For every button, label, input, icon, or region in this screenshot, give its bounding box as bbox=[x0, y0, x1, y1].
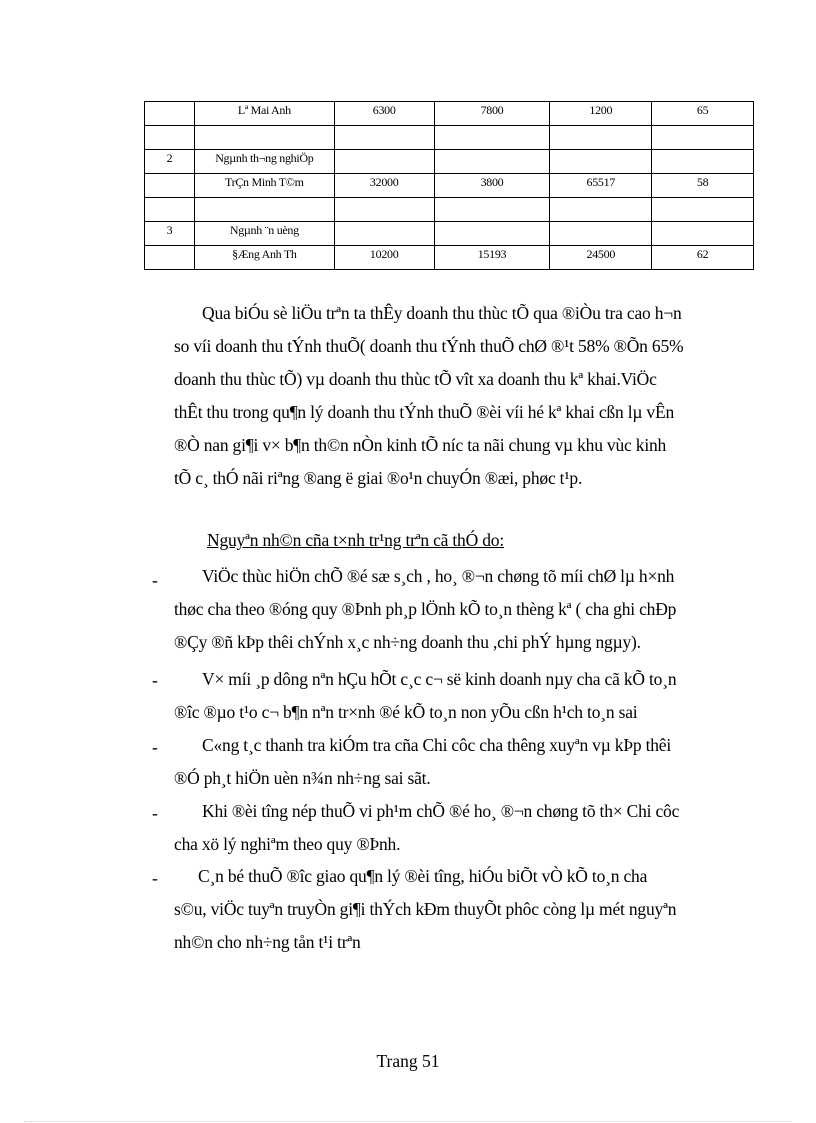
bullet-item bbox=[174, 795, 679, 861]
paragraph-line: ®Ò nan gi¶i v× b¶n th©n nÒn kinh tÕ níc ta nãi chung vµ khu vùc kinh bbox=[174, 435, 667, 455]
table-cell bbox=[550, 150, 652, 174]
table-cell: 10200 bbox=[334, 246, 434, 270]
table-row bbox=[145, 246, 754, 270]
bullet-item bbox=[174, 729, 671, 795]
bullet-dash: - bbox=[152, 868, 158, 888]
table-cell: Lª Mai Anh bbox=[194, 102, 334, 126]
table-cell bbox=[652, 198, 754, 222]
bottom-divider bbox=[24, 1121, 792, 1122]
table-cell bbox=[434, 150, 550, 174]
table-cell bbox=[550, 126, 652, 150]
table-cell bbox=[652, 150, 754, 174]
bullet-line: C¸n bé thuÕ ®îc giao qu¶n lý ®èi tîng, hiÓu biÕt vÒ kÕ to¸n cha bbox=[198, 866, 648, 886]
table-body bbox=[145, 102, 754, 270]
bullet-line: thøc cha theo ®óng quy ®Þnh ph¸p lÖnh kÕ to¸n thèng kª ( cha ghi chÐp bbox=[174, 599, 677, 619]
table-cell: 3 bbox=[145, 222, 195, 246]
table-cell: 32000 bbox=[334, 174, 434, 198]
table-cell bbox=[145, 174, 195, 198]
table-cell bbox=[145, 102, 195, 126]
revenue-table bbox=[144, 101, 754, 270]
bullet-item bbox=[174, 560, 676, 659]
table-row bbox=[145, 102, 754, 126]
table-cell bbox=[145, 126, 195, 150]
table-cell bbox=[652, 222, 754, 246]
table-cell bbox=[334, 126, 434, 150]
table-cell: 58 bbox=[652, 174, 754, 198]
bullet-line: V× míi ¸p dông nªn hÇu hÕt c¸c c¬ së kinh doanh nµy cha cã kÕ to¸n bbox=[202, 669, 677, 689]
table-row bbox=[145, 198, 754, 222]
table-row bbox=[145, 222, 754, 246]
paragraph-line: doanh thu thùc tÕ) vµ doanh thu thùc tÕ vît xa doanh thu kª khai.ViÖc bbox=[174, 369, 657, 389]
bullet-dash: - bbox=[152, 803, 158, 823]
paragraph-line: Qua biÓu sè liÖu trªn ta thÊy doanh thu thùc tÕ qua ®iÒu tra cao h¬n bbox=[202, 303, 682, 323]
bullet-line: cha xö lý nghiªm theo quy ®Þnh. bbox=[174, 834, 401, 854]
paragraph-line: so víi doanh thu tÝnh thuÕ( doanh thu tÝnh thuÕ chØ ®¹t 58% ®Õn 65% bbox=[174, 336, 684, 356]
bullet-item bbox=[174, 860, 676, 959]
bullet-line: ®Ó ph¸t hiÖn uèn n¾n nh÷ng sai sãt. bbox=[174, 768, 431, 788]
bullet-item bbox=[174, 663, 676, 729]
bullet-dash: - bbox=[152, 570, 158, 590]
bullet-dash: - bbox=[152, 670, 158, 690]
bullet-line: ®îc ®µo t¹o c¬ b¶n nªn tr×nh ®é kÕ to¸n non yÕu cßn h¹ch to¸n sai bbox=[174, 702, 638, 722]
table-cell: TrÇn Minh T©m bbox=[194, 174, 334, 198]
table-cell bbox=[334, 150, 434, 174]
table-cell: 65517 bbox=[550, 174, 652, 198]
table-cell bbox=[652, 126, 754, 150]
table-cell: 62 bbox=[652, 246, 754, 270]
table-cell bbox=[145, 246, 195, 270]
bullet-line: nh©n cho nh÷ng tån t¹i trªn bbox=[174, 932, 361, 952]
table-cell bbox=[194, 126, 334, 150]
analysis-paragraph bbox=[174, 297, 734, 495]
table-cell bbox=[334, 198, 434, 222]
section-heading: Nguyªn nh©n cña t×nh tr¹ng trªn cã thÓ do: bbox=[207, 530, 504, 550]
table-cell: Ngµnh th¬ng nghiÖp bbox=[194, 150, 334, 174]
table-cell bbox=[145, 198, 195, 222]
bullet-line: ViÖc thùc hiÖn chÕ ®é sæ s¸ch , ho¸ ®¬n chøng tõ míi chØ lµ h×nh bbox=[202, 566, 675, 586]
table-cell: 3800 bbox=[434, 174, 550, 198]
bullet-line: ®Çy ®ñ kÞp thêi chÝnh x¸c nh÷ng doanh thu ,chi phÝ hµng ngµy). bbox=[174, 632, 641, 652]
table-cell bbox=[334, 222, 434, 246]
table-cell bbox=[434, 126, 550, 150]
bullet-line: Khi ®èi tîng nép thuÕ vi ph¹m chÕ ®é ho¸ ®¬n chøng tõ th× Chi côc bbox=[202, 801, 680, 821]
table-cell: 24500 bbox=[550, 246, 652, 270]
table-cell bbox=[550, 222, 652, 246]
table-cell: 1200 bbox=[550, 102, 652, 126]
table-cell bbox=[550, 198, 652, 222]
table-cell: 65 bbox=[652, 102, 754, 126]
table-row bbox=[145, 174, 754, 198]
table-row bbox=[145, 150, 754, 174]
table-cell bbox=[194, 198, 334, 222]
table-cell: 7800 bbox=[434, 102, 550, 126]
table-cell: Ngµnh ¨n uèng bbox=[194, 222, 334, 246]
bullet-dash: - bbox=[152, 737, 158, 757]
table-cell: 2 bbox=[145, 150, 195, 174]
paragraph-line: tÕ c¸ thÓ nãi riªng ®ang ë giai ®o¹n chuyÓn ®æi, phøc t¹p. bbox=[174, 468, 583, 488]
bullet-line: C«ng t¸c thanh tra kiÓm tra cña Chi côc cha thêng xuyªn vµ kÞp thêi bbox=[202, 735, 672, 755]
table-cell bbox=[434, 222, 550, 246]
bullet-line: s©u, viÖc tuyªn truyÒn gi¶i thÝch kÐm thuyÕt phôc còng lµ mét nguyªn bbox=[174, 899, 677, 919]
table-cell: §Æng Anh Th bbox=[194, 246, 334, 270]
table-cell: 6300 bbox=[334, 102, 434, 126]
table-cell bbox=[434, 198, 550, 222]
paragraph-line: thÊt thu trong qu¶n lý doanh thu tÝnh thuÕ ®èi víi hé kª khai cßn lµ vÊn bbox=[174, 402, 675, 422]
page-number: Trang 51 bbox=[376, 1051, 440, 1071]
table-row bbox=[145, 126, 754, 150]
table-cell: 15193 bbox=[434, 246, 550, 270]
